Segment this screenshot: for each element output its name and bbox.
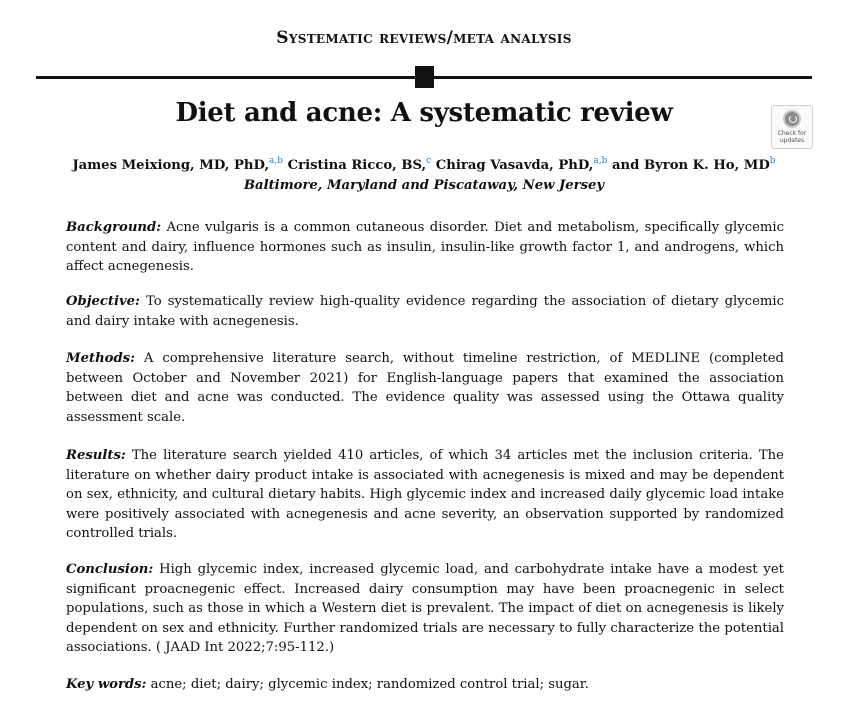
abstract-methods-label: Methods:	[66, 351, 135, 366]
author-name: Chirag Vasavda, PhD,	[435, 158, 594, 173]
check-for-updates-icon	[783, 110, 801, 128]
check-for-updates-label: Check for updates	[777, 130, 807, 144]
abstract-objective-label: Objective:	[66, 294, 140, 309]
check-for-updates-button[interactable]	[771, 105, 813, 149]
abstract-keywords-label: Key words:	[66, 677, 147, 692]
article-title: Diet and acne: A systematic review	[175, 98, 673, 128]
author-affiliation[interactable]: a,b	[593, 156, 608, 166]
abstract-results	[66, 446, 784, 544]
abstract-methods-text: A comprehensive literature search, without timeline restriction, of MEDLINE (completed between October and November 2021) for English-language papers that examined the association between diet and acne was conducted. The evidence quality was assessed using the Ottawa quality assessment scale.	[66, 351, 784, 425]
abstract-methods	[66, 349, 784, 427]
abstract-objective-text: To systematically review high-quality evidence regarding the association of dietary glycemic and dairy intake with acnegenesis.	[66, 294, 784, 329]
abstract-conclusion	[66, 560, 784, 658]
author-location: Baltimore, Maryland and Piscataway, New Jersey	[243, 178, 605, 193]
author-name: and Byron K. Ho, MD	[612, 158, 770, 173]
author-name: James Meixiong, MD, PhD,	[72, 158, 270, 173]
author-affiliation[interactable]: c	[426, 156, 432, 166]
abstract-background	[66, 218, 784, 277]
abstract-background-text: Acne vulgaris is a common cutaneous disorder. Diet and metabolism, specifically glycemic content and dairy, influence hormones such as insulin, insulin-like growth factor 1, and androgens, which affect acnegenesis.	[66, 220, 784, 274]
author-name: Cristina Ricco, BS,	[287, 158, 427, 173]
section-label: Systematic reviews/meta analysis	[276, 28, 572, 48]
abstract-keywords-text: acne; diet; dairy; glycemic index; randomized control trial; sugar.	[150, 677, 589, 692]
abstract-results-text: The literature search yielded 410 articles, of which 34 articles met the inclusion criteria. The literature on whether dairy product intake is associated with acnegenesis is mixed and may be dependent on sex, ethnicity, and cultural dietary habits. High glycemic index and increased daily glycemic load intake were positively associated with acnegenesis and acne severity, an observation supported by randomized controlled trials.	[66, 448, 784, 541]
abstract-background-label: Background:	[66, 220, 162, 235]
abstract-conclusion-text: High glycemic index, increased glycemic load, and carbohydrate intake have a modest yet significant proacnegenic effect. Increased dairy consumption may have been proacnegenic in select populations, such as those in which a Western diet is prevalent. The impact of diet on acnegenesis is likely dependent on sex and ethnicity. Further randomized trials are necessary to fully characterize the potential associations. ( JAAD Int 2022;7:95-112.)	[66, 562, 784, 655]
abstract-keywords	[66, 675, 784, 695]
abstract-conclusion-label: Conclusion:	[66, 562, 154, 577]
abstract-results-label: Results:	[66, 448, 126, 463]
header-rule-marker	[415, 66, 434, 88]
author-affiliation[interactable]: b	[769, 156, 776, 166]
author-affiliation[interactable]: a,b	[269, 156, 284, 166]
abstract-objective	[66, 292, 784, 331]
author-list	[0, 156, 848, 173]
